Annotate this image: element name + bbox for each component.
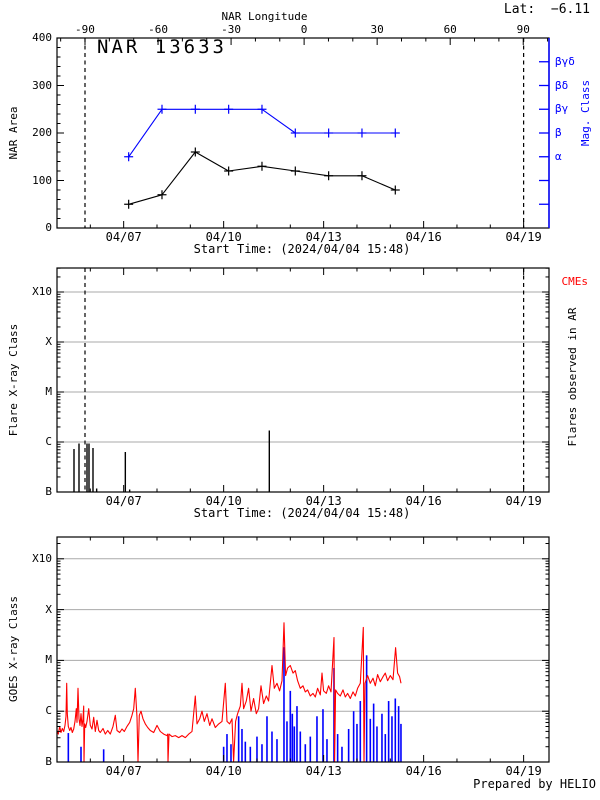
p2-y-axis-title: Flare X-ray Class xyxy=(7,323,20,437)
mag-class-tick-label: β xyxy=(555,126,562,139)
xray-class-tick-label: X xyxy=(45,335,52,348)
area-tick-label: 200 xyxy=(32,126,52,139)
longitude-tick-label: -60 xyxy=(148,23,168,36)
date-tick-label: 04/13 xyxy=(305,494,342,508)
date-tick-label: 04/16 xyxy=(405,230,442,244)
area-tick-label: 0 xyxy=(45,221,52,234)
date-tick-label: 04/07 xyxy=(105,764,142,778)
area-tick-label: 100 xyxy=(32,173,52,187)
credit-label: Prepared by HELIO xyxy=(473,777,596,791)
xray-class-tick-label: X10 xyxy=(32,551,52,565)
xray-class-tick-label: M xyxy=(45,385,52,398)
date-tick-label: 04/10 xyxy=(205,764,242,778)
xray-class-tick-label: M xyxy=(45,653,52,667)
region-title: NAR 13633 xyxy=(97,36,227,58)
longitude-tick-label: 90 xyxy=(516,23,530,36)
date-tick-label: 04/16 xyxy=(405,494,442,508)
date-tick-label: 04/07 xyxy=(105,230,142,244)
flares-observed-axis-title: Flares observed in AR xyxy=(566,307,579,447)
longitude-tick-label: 0 xyxy=(300,23,308,36)
xray-class-tick-label: C xyxy=(45,704,52,718)
longitude-tick-label: -30 xyxy=(221,23,241,36)
p3-y-axis-title: GOES X-ray Class xyxy=(7,596,20,702)
date-tick-label: 04/19 xyxy=(505,230,542,244)
area-tick-label: 300 xyxy=(32,78,52,92)
date-tick-label: 04/10 xyxy=(205,230,242,244)
mag-class-axis-title: Mag. Class xyxy=(579,79,592,147)
mag-class-tick-label: βγδ xyxy=(555,54,575,68)
longitude-tick-label: 60 xyxy=(443,23,457,36)
mag-class-tick-label: βδ xyxy=(555,78,569,92)
xray-class-tick-label: C xyxy=(45,435,52,448)
date-tick-label: 04/13 xyxy=(305,764,342,778)
date-tick-label: 04/19 xyxy=(505,494,542,508)
top-axis-title: NAR Longitude xyxy=(221,10,308,23)
series-magnetic-class xyxy=(129,109,396,157)
xray-class-tick-label: B xyxy=(45,485,52,498)
mag-class-tick-label: βγ xyxy=(555,102,569,116)
panel-frame xyxy=(57,268,549,492)
date-tick-label: 04/16 xyxy=(405,764,442,778)
p1-y-axis-title: NAR Area xyxy=(7,106,20,160)
series-nar-area xyxy=(129,152,396,204)
xray-class-tick-label: B xyxy=(45,755,52,768)
xray-class-tick-label: X10 xyxy=(32,285,52,298)
panel-frame xyxy=(57,537,549,762)
p2-start-time-label: Start Time: (2024/04/04 15:48) xyxy=(193,506,411,520)
mag-class-tick-label: α xyxy=(555,149,562,163)
latitude-label: Lat: −6.11 xyxy=(503,2,590,17)
p1-start-time-label: Start Time: (2024/04/04 15:48) xyxy=(193,242,411,256)
longitude-tick-label: -90 xyxy=(75,23,95,36)
longitude-tick-label: 30 xyxy=(370,23,384,36)
xray-class-tick-label: X xyxy=(45,602,52,616)
date-tick-label: 04/19 xyxy=(505,764,542,778)
area-tick-label: 400 xyxy=(32,31,52,44)
date-tick-label: 04/13 xyxy=(305,230,342,244)
date-tick-label: 04/07 xyxy=(105,494,142,508)
date-tick-label: 04/10 xyxy=(205,494,242,508)
cmes-label: CMEs xyxy=(561,275,588,288)
